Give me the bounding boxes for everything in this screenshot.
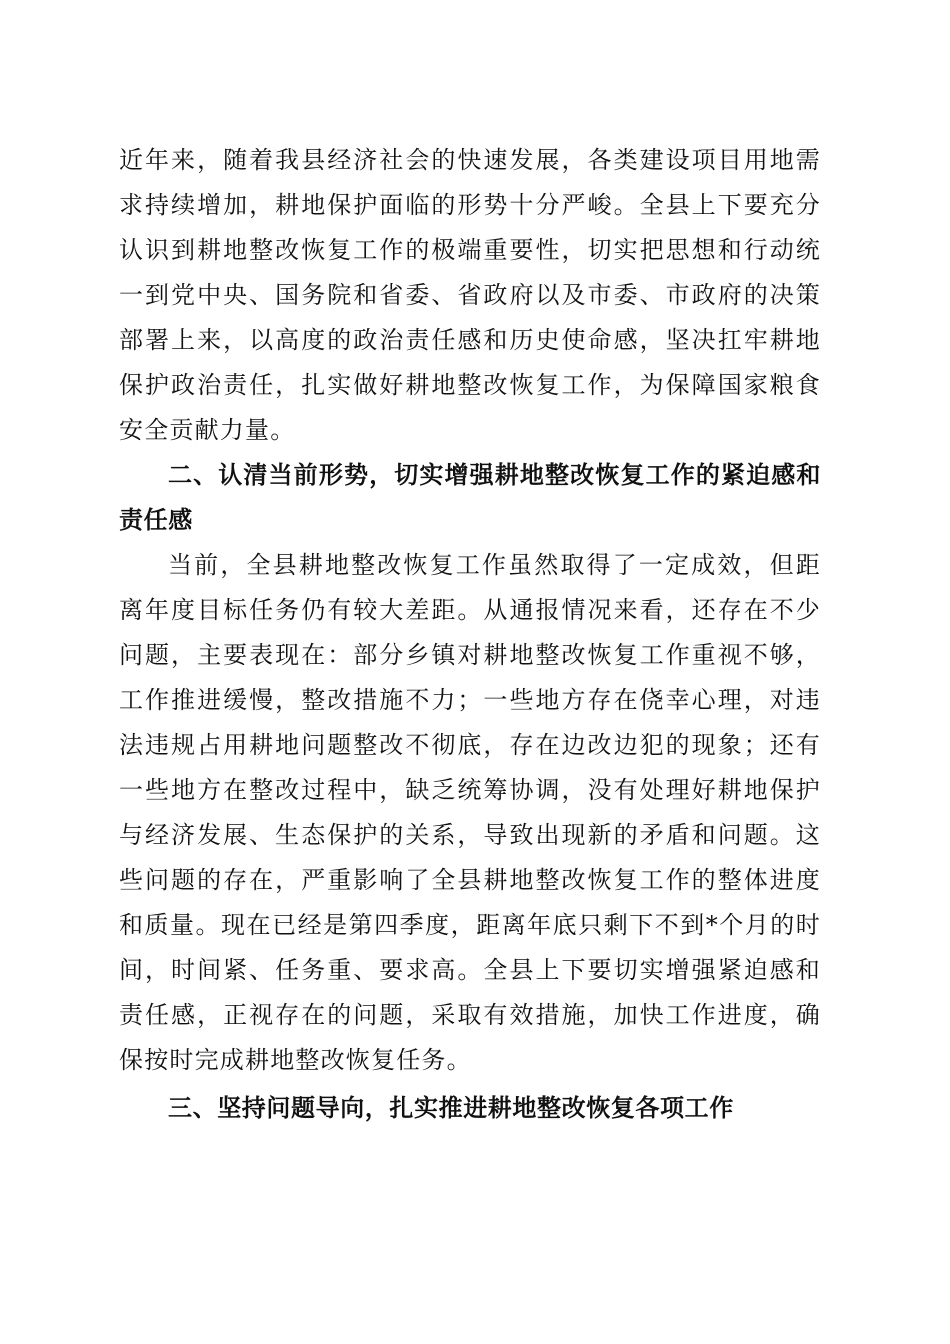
body-paragraph: 近年来，随着我县经济社会的快速发展，各类建设项目用地需求持续增加，耕地保护面临的形势十分严峻。全县上下要充分认识到耕地整改恢复工作的极端重要性，切实把思想和行动统一到党中央、国务院和省委、省政府以及市委、市政府的决策部署上来，以高度的政治责任感和历史使命感，坚决扛牢耕地保护政治责任，扎实做好耕地整改恢复工作，为保障国家粮食安全贡献力量。	[119, 146, 821, 444]
body-paragraph: 当前，全县耕地整改恢复工作虽然取得了一定成效，但距离年度目标任务仍有较大差距。从通报情况来看，还存在不少问题，主要表现在：部分乡镇对耕地整改恢复工作重视不够，工作推进缓慢，整改措施不力；一些地方存在侥幸心理，对违法违规占用耕地问题整改不彻底，存在边改边犯的现象；还有一些地方在整改过程中，缺乏统筹协调，没有处理好耕地保护与经济发展、生态保护的关系，导致出现新的矛盾和问题。这些问题的存在，严重影响了全县耕地整改恢复工作的整体进度和质量。现在已经是第四季度，距离年底只剩下不到*个月的时间，时间紧、任务重、要求高。全县上下要切实增强紧迫感和责任感，正视存在的问题，采取有效措施，加快工作进度，确保按时完成耕地整改恢复任务。	[119, 551, 821, 1074]
section-heading: 二、认清当前形势，切实增强耕地整改恢复工作的紧迫感和责任感	[119, 461, 821, 534]
document-page	[119, 138, 821, 1131]
section-heading: 三、坚持问题导向，扎实推进耕地整改恢复各项工作	[168, 1094, 734, 1122]
